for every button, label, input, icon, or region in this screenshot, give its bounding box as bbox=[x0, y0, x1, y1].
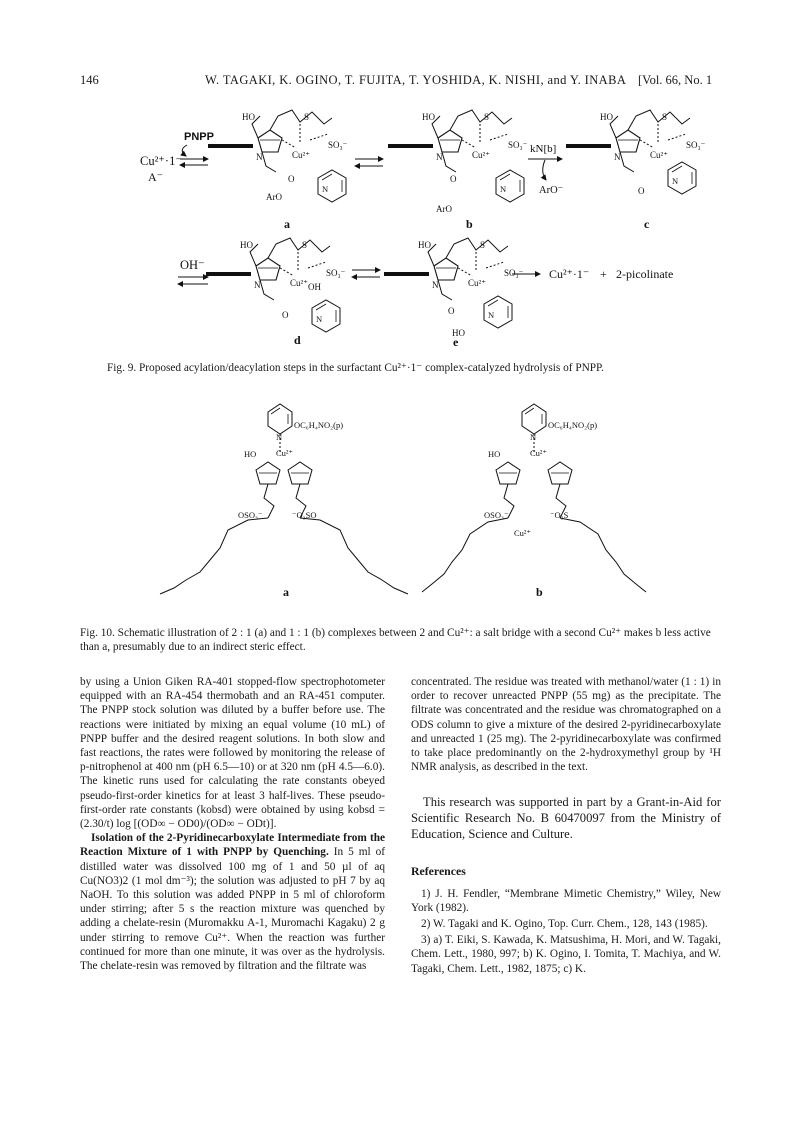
svg-text:S: S bbox=[484, 112, 490, 122]
svg-text:N: N bbox=[436, 152, 443, 162]
svg-text:⁻O₃SO: ⁻O₃SO bbox=[292, 510, 317, 520]
right-column bbox=[411, 675, 721, 978]
svg-text:Cu²⁺: Cu²⁺ bbox=[290, 278, 308, 288]
svg-text:OC₆H₄NO₂(p): OC₆H₄NO₂(p) bbox=[294, 420, 344, 430]
fig10-complex-b bbox=[422, 404, 646, 592]
svg-text:HO: HO bbox=[244, 449, 257, 459]
svg-text:Cu²⁺: Cu²⁺ bbox=[468, 278, 486, 288]
fig10-label-b: b bbox=[536, 585, 543, 599]
continued-paragraph: concentrated. The residue was treated with methanol/water (1 : 1) in order to recover unreacted PNPP (55 mg) as the precipitate. The filtrate was concentrated and the residue was chromatographed on a ODS column to give a mixture of the desired 2-pyridinecarboxylate and unreacted 1 (25 mg). The 2-pyridinecarboxylate was confirmed to take place predominantly on the 2-hydroxymethyl group by ¹H NMR analysis, as described in the text. bbox=[411, 676, 721, 774]
references-heading: References bbox=[411, 864, 466, 879]
svg-text:HO: HO bbox=[488, 449, 501, 459]
svg-text:OC₆H₄NO₂(p): OC₆H₄NO₂(p) bbox=[548, 420, 598, 430]
complex-label-d: d bbox=[294, 333, 301, 347]
svg-text:N: N bbox=[500, 184, 507, 194]
start-anion: A⁻ bbox=[148, 170, 163, 184]
svg-text:O: O bbox=[450, 174, 457, 184]
svg-text:ArO: ArO bbox=[266, 192, 282, 202]
kn-label: kN[b] bbox=[530, 143, 557, 155]
start-complex: Cu²⁺·1⁻ bbox=[140, 154, 182, 168]
svg-text:N: N bbox=[254, 280, 261, 290]
svg-text:Cu²⁺: Cu²⁺ bbox=[650, 150, 668, 160]
svg-text:Cu²⁺: Cu²⁺ bbox=[276, 448, 293, 458]
svg-text:N: N bbox=[276, 432, 283, 442]
svg-text:S: S bbox=[302, 240, 308, 250]
running-authors: W. TAGAKI, K. OGINO, T. FUJITA, T. YOSHIDA, K. NISHI, and Y. INABA bbox=[205, 73, 627, 87]
svg-text:S: S bbox=[304, 112, 310, 122]
svg-text:SO₃⁻: SO₃⁻ bbox=[326, 268, 346, 278]
isolation-paragraph bbox=[80, 831, 385, 973]
hydroxide-label: OH⁻ bbox=[180, 258, 205, 272]
svg-text:HO: HO bbox=[242, 112, 255, 122]
svg-text:HO: HO bbox=[600, 112, 613, 122]
acknowledgment: This research was supported in part by a Grant-in-Aid for Scientific Research No. B 60470097 from the Ministry of Education, Science and Culture. bbox=[411, 795, 721, 842]
product-picolinate: 2-picolinate bbox=[616, 267, 674, 281]
fig10-caption: Fig. 10. Schematic illustration of 2 : 1 (a) and 1 : 1 (b) complexes between 2 and Cu²⁺: a salt bridge with a second Cu²⁺ makes b less active than a, presumably due to an indirect steric effect. bbox=[80, 627, 711, 653]
methods-paragraph: by using a Union Giken RA-401 stopped-flow spectrophotometer equipped with an RA-454 thermobath and an RA-451 computer. The PNPP stock solution was diluted by a buffer before use. The reactions were initiated by mixing an equal volume (10 mL) of PNPP buffer and the desired reagent solutions. In both slow and fast reactions, the rates were followed by monitoring the release of p-nitrophenol at 400 nm (pH 6.5—10) or at 320 nm (pH 4.5—6.0). The kinetic runs used for calculating the rate constants obeyed pseudo-first-order kinetics for at least 3 half-lives. These pseudo-first-order rate constants (kobsd) were obtained by using kobsd = (2.30/t) log [(OD∞ − OD0)/(OD∞ − ODt)]. bbox=[80, 676, 385, 831]
page-number: 146 bbox=[80, 73, 99, 87]
reference-item: 2) W. Tagaki and K. Ogino, Top. Curr. Chem., 128, 143 (1985). bbox=[421, 918, 708, 931]
left-column bbox=[80, 675, 385, 973]
svg-text:OSO₃⁻: OSO₃⁻ bbox=[238, 510, 263, 520]
svg-text:N: N bbox=[316, 314, 323, 324]
complex-label-a: a bbox=[284, 217, 290, 231]
complex-label-c: c bbox=[644, 217, 650, 231]
complex-label-e: e bbox=[453, 335, 459, 349]
svg-text:HO: HO bbox=[418, 240, 431, 250]
svg-text:N: N bbox=[672, 176, 679, 186]
complex-label-b: b bbox=[466, 217, 473, 231]
svg-text:O: O bbox=[288, 174, 295, 184]
svg-text:OSO₃⁻: OSO₃⁻ bbox=[484, 510, 509, 520]
svg-text:N: N bbox=[432, 280, 439, 290]
svg-text:O: O bbox=[638, 186, 645, 196]
svg-text:OH: OH bbox=[308, 282, 321, 292]
journal-volume: [Vol. 66, No. 1 bbox=[638, 73, 713, 87]
svg-text:HO: HO bbox=[422, 112, 435, 122]
svg-text:S: S bbox=[480, 240, 486, 250]
svg-text:HO: HO bbox=[452, 328, 465, 338]
svg-text:ArO: ArO bbox=[436, 204, 452, 214]
reference-item: 1) J. H. Fendler, “Membrane Mimetic Chemistry,” Wiley, New York (1982). bbox=[411, 887, 721, 914]
svg-text:Cu²⁺: Cu²⁺ bbox=[472, 150, 490, 160]
svg-text:S: S bbox=[662, 112, 668, 122]
fig9-caption: Fig. 9. Proposed acylation/deacylation steps in the surfactant Cu²⁺·1⁻ complex-catalyzed hydrolysis of PNPP. bbox=[107, 362, 604, 374]
product-plus: + bbox=[600, 267, 607, 281]
svg-text:N: N bbox=[256, 152, 263, 162]
svg-text:N: N bbox=[488, 310, 495, 320]
svg-text:N: N bbox=[530, 432, 537, 442]
isolation-heading: Isolation of the 2-Pyridinecarboxylate Intermediate from the Reaction Mixture of 1 with PNPP by Quenching. bbox=[80, 832, 385, 859]
reference-item: 3) a) T. Eiki, S. Kawada, K. Matsushima, H. Mori, and W. Tagaki, Chem. Lett., 1980, 997; b) K. Ogino, I. Tomita, T. Machiya, and W. Tagaki, Chem. Lett., 1982, 1875; c) K. bbox=[411, 934, 721, 975]
product-complex: Cu²⁺·1⁻ bbox=[549, 267, 590, 281]
svg-text:O: O bbox=[282, 310, 289, 320]
pnpp-label: PNPP bbox=[184, 131, 214, 143]
svg-text:N: N bbox=[322, 184, 329, 194]
isolation-body: In 5 ml of distilled water was dissolved 100 mg of 1 and 50 µl of aq Cu(NO3)2 (1 mol dm⁻³); the solution was adjusted to pH 7 by aq NaOH. To this solution was added PNPP in 5 ml of chloroform under stirring; after 5 s the reaction mixture was quenched by adding a chelate-resin (Muromakku A-1, Muromachi Kagaku) 2 g under stirring to remove Cu²⁺. When the reaction was further continued for more than one minute, it was over as the hydrolysis. The chelate-resin was removed by filtration and the filtrate was bbox=[80, 846, 385, 973]
svg-text:⁻O₃S: ⁻O₃S bbox=[550, 510, 569, 520]
svg-text:Cu²⁺: Cu²⁺ bbox=[292, 150, 310, 160]
svg-text:SO₃⁻: SO₃⁻ bbox=[508, 140, 528, 150]
svg-text:Cu²⁺: Cu²⁺ bbox=[514, 528, 531, 538]
svg-text:O: O bbox=[448, 306, 455, 316]
svg-text:SO₃⁻: SO₃⁻ bbox=[328, 140, 348, 150]
svg-text:HO: HO bbox=[240, 240, 253, 250]
svg-text:N: N bbox=[614, 152, 621, 162]
svg-text:Cu²⁺: Cu²⁺ bbox=[530, 448, 547, 458]
svg-text:SO₃⁻: SO₃⁻ bbox=[686, 140, 706, 150]
fig10-complex-a bbox=[160, 404, 408, 594]
fig10-label-a: a bbox=[283, 585, 289, 599]
svg-text:SO₃⁻: SO₃⁻ bbox=[504, 268, 524, 278]
aro-leaving: ArO⁻ bbox=[539, 185, 564, 196]
